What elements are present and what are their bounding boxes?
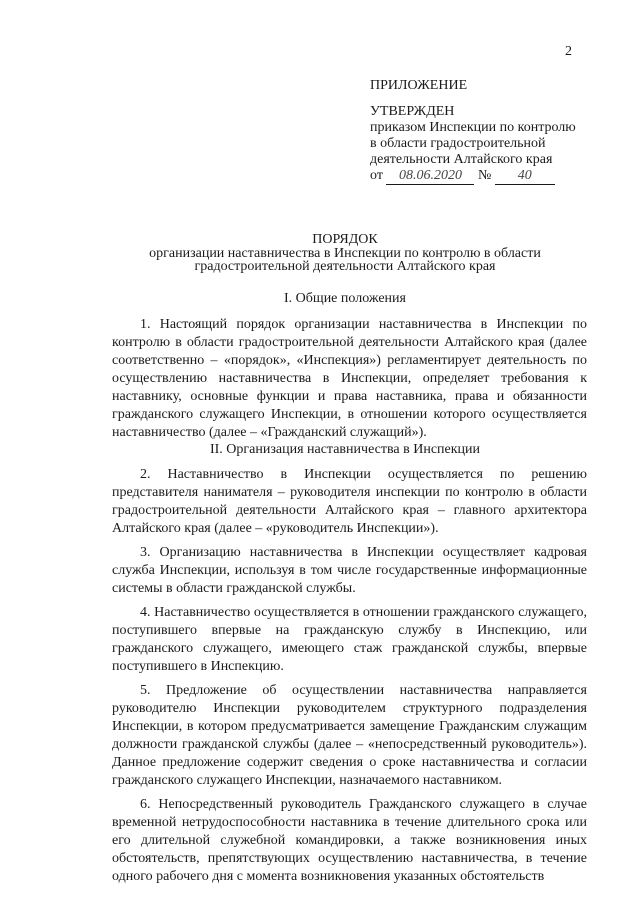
section-heading: II. Организация наставничества в Инспекции (209, 442, 481, 457)
document-subtitle: организации наставничества в Инспекции по контролю в области (149, 246, 541, 261)
order-date-line (370, 168, 590, 185)
section-body (112, 466, 587, 892)
approval-header (370, 78, 590, 185)
appendix-label: ПРИЛОЖЕНИЕ (370, 78, 468, 93)
date-prefix: от (370, 168, 383, 183)
page-number: 2 (565, 44, 572, 59)
paragraph: 6. Непосредственный руководитель Гражданского служащего в случае временной нетрудоспособности наставника в течение длительного срока или его длительной служебной командировки, а также возникновения иных обстоятельств, препятствующих осуществлению наставничества, в течение одного рабочего дня с момента возникновения указанных обстоятельств (112, 797, 587, 884)
order-number: 40 (495, 168, 555, 185)
paragraph: 2. Наставничество в Инспекции осуществляется по решению представителя нанимателя – руководителя инспекции по контролю в области градостроительной деятельности Алтайского края – главного архитектора Алтайского края (далее – «руководитель Инспекции»). (112, 467, 587, 536)
approved-label: УТВЕРЖДЕН (370, 104, 455, 119)
paragraph: 3. Организацию наставничества в Инспекции осуществляет кадровая служба Инспекции, используя в том числе государственные информационные системы в области гражданской службы. (112, 545, 587, 596)
document-title: ПОРЯДОК (312, 232, 378, 247)
section-body (112, 316, 587, 448)
paragraph: 4. Наставничество осуществляется в отношении гражданского служащего, поступившего впервые на гражданскую службу в Инспекцию, или гражданского служащего, имеющего стаж гражданской службы, впервые поступившего в Инспекцию. (112, 605, 587, 674)
paragraph: 1. Настоящий порядок организации наставничества в Инспекции по контролю в области градостроительной деятельности Алтайского края (далее соответственно – «порядок», «Инспекция») регламентирует деятельность по осуществлению наставничества в Инспекции, определяет требования к наставнику, основные функции и права наставника, права и обязанности гражданского служащего Инспекции, в отношении которого осуществляется наставничество (далее – «Гражданский служащий»). (112, 317, 587, 440)
document-subtitle: градостроительной деятельности Алтайского края (194, 259, 496, 274)
number-prefix: № (477, 168, 492, 183)
header-line: в области градостроительной (370, 136, 546, 151)
paragraph: 5. Предложение об осуществлении наставничества направляется руководителю Инспекции руководителем структурного подразделения Инспекции, в котором предусматривается замещение Гражданским служащим должности гражданской службы (далее – «непосредственный руководитель»). Данное предложение содержит сведения о сроке наставничества и согласии гражданского служащего Инспекции, назначаемого наставником. (112, 683, 587, 788)
section-heading: I. Общие положения (284, 291, 406, 306)
order-date: 08.06.2020 (386, 168, 474, 185)
header-line: деятельности Алтайского края (370, 152, 553, 167)
header-line: приказом Инспекции по контролю (370, 120, 576, 135)
